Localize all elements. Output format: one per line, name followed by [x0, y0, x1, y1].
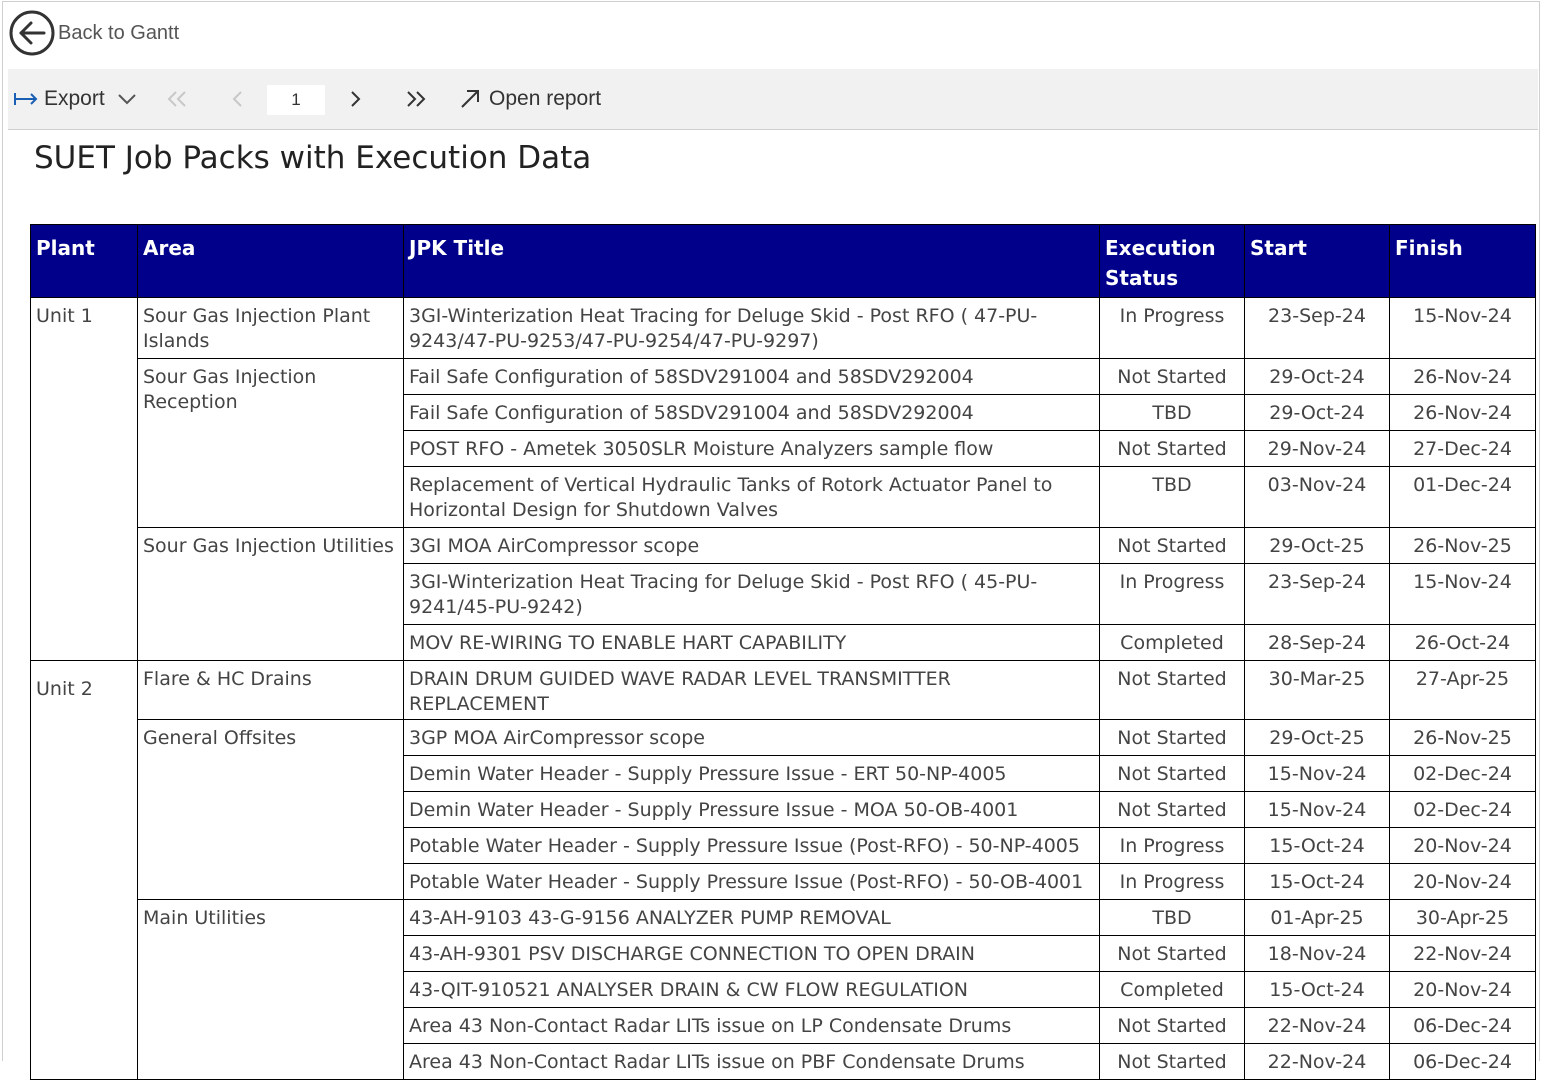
status-cell: Not Started — [1100, 431, 1245, 467]
status-cell: Completed — [1100, 972, 1245, 1008]
export-arrow-icon — [13, 89, 39, 109]
jpk-title-cell: Area 43 Non-Contact Radar LITs issue on PBF Condensate Drums — [404, 1044, 1100, 1080]
jpk-title-cell: Demin Water Header - Supply Pressure Issue - ERT 50-NP-4005 — [404, 756, 1100, 792]
finish-cell: 30-Apr-25 — [1390, 900, 1536, 936]
back-to-gantt-label: Back to Gantt — [58, 21, 180, 44]
jpk-title-cell: Demin Water Header - Supply Pressure Issue - MOA 50-OB-4001 — [404, 792, 1100, 828]
start-cell: 29-Oct-24 — [1245, 359, 1390, 395]
open-external-icon — [459, 88, 481, 110]
status-cell: Not Started — [1100, 528, 1245, 564]
start-cell: 23-Sep-24 — [1245, 298, 1390, 359]
status-cell: Not Started — [1100, 1044, 1245, 1080]
jpk-title-cell: 43-AH-9103 43-G-9156 ANALYZER PUMP REMOVAL — [404, 900, 1100, 936]
status-cell: Completed — [1100, 625, 1245, 661]
status-cell: TBD — [1100, 900, 1245, 936]
start-cell: 15-Oct-24 — [1245, 864, 1390, 900]
finish-cell: 27-Apr-25 — [1390, 661, 1536, 720]
jpk-title-cell: Potable Water Header - Supply Pressure Issue (Post-RFO) - 50-OB-4001 — [404, 864, 1100, 900]
jpk-title-cell: Replacement of Vertical Hydraulic Tanks of Rotork Actuator Panel to Horizontal Design for Shutdown Valves — [404, 467, 1100, 528]
jpk-title-cell: Fail Safe Configuration of 58SDV291004 and 58SDV292004 — [404, 359, 1100, 395]
finish-cell: 27-Dec-24 — [1390, 431, 1536, 467]
header-jpk-title: JPK Title — [404, 225, 1100, 298]
first-page-icon[interactable] — [165, 83, 189, 115]
jpk-title-cell: DRAIN DRUM GUIDED WAVE RADAR LEVEL TRANSMITTER REPLACEMENT — [404, 661, 1100, 720]
jpk-title-cell: 43-AH-9301 PSV DISCHARGE CONNECTION TO OPEN DRAIN — [404, 936, 1100, 972]
finish-cell: 26-Oct-24 — [1390, 625, 1536, 661]
jpk-title-cell: MOV RE-WIRING TO ENABLE HART CAPABILITY — [404, 625, 1100, 661]
report-toolbar — [8, 69, 1538, 130]
status-cell: TBD — [1100, 467, 1245, 528]
finish-cell: 15-Nov-24 — [1390, 298, 1536, 359]
finish-cell: 06-Dec-24 — [1390, 1008, 1536, 1044]
open-report-label: Open report — [489, 87, 602, 110]
start-cell: 18-Nov-24 — [1245, 936, 1390, 972]
start-cell: 29-Nov-24 — [1245, 431, 1390, 467]
chevron-down-icon[interactable] — [117, 92, 137, 106]
jpk-title-cell: POST RFO - Ametek 3050SLR Moisture Analyzers sample flow — [404, 431, 1100, 467]
start-cell: 23-Sep-24 — [1245, 564, 1390, 625]
back-to-gantt-button[interactable] — [8, 8, 179, 58]
start-cell: 22-Nov-24 — [1245, 1044, 1390, 1080]
header-finish: Finish — [1390, 225, 1536, 298]
status-cell: Not Started — [1100, 359, 1245, 395]
status-cell: Not Started — [1100, 936, 1245, 972]
area-cell: Sour Gas Injection Utilities — [138, 528, 404, 661]
plant-cell: Unit 2 — [31, 661, 138, 1080]
start-cell: 22-Nov-24 — [1245, 1008, 1390, 1044]
jpk-title-cell: Potable Water Header - Supply Pressure Issue (Post-RFO) - 50-NP-4005 — [404, 828, 1100, 864]
job-packs-table — [30, 224, 1536, 1080]
finish-cell: 20-Nov-24 — [1390, 828, 1536, 864]
status-cell: Not Started — [1100, 661, 1245, 720]
last-page-icon[interactable] — [404, 83, 428, 115]
start-cell: 30-Mar-25 — [1245, 661, 1390, 720]
start-cell: 15-Oct-24 — [1245, 972, 1390, 1008]
area-cell: General Offsites — [138, 720, 404, 900]
table-header-row — [31, 225, 1536, 298]
table-row — [31, 661, 1536, 720]
finish-cell: 06-Dec-24 — [1390, 1044, 1536, 1080]
start-cell: 29-Oct-24 — [1245, 395, 1390, 431]
start-cell: 28-Sep-24 — [1245, 625, 1390, 661]
finish-cell: 01-Dec-24 — [1390, 467, 1536, 528]
status-cell: Not Started — [1100, 756, 1245, 792]
start-cell: 15-Oct-24 — [1245, 828, 1390, 864]
table-row — [31, 298, 1536, 359]
finish-cell: 02-Dec-24 — [1390, 756, 1536, 792]
finish-cell: 26-Nov-25 — [1390, 720, 1536, 756]
jpk-title-cell: 3GI MOA AirCompressor scope — [404, 528, 1100, 564]
header-plant: Plant — [31, 225, 138, 298]
area-cell: Sour Gas Injection Reception — [138, 359, 404, 528]
jpk-title-cell: Area 43 Non-Contact Radar LITs issue on LP Condensate Drums — [404, 1008, 1100, 1044]
status-cell: Not Started — [1100, 792, 1245, 828]
status-cell: In Progress — [1100, 564, 1245, 625]
status-cell: Not Started — [1100, 720, 1245, 756]
area-cell: Main Utilities — [138, 900, 404, 1080]
start-cell: 15-Nov-24 — [1245, 756, 1390, 792]
status-cell: In Progress — [1100, 828, 1245, 864]
start-cell: 15-Nov-24 — [1245, 792, 1390, 828]
finish-cell: 22-Nov-24 — [1390, 936, 1536, 972]
header-area: Area — [138, 225, 404, 298]
finish-cell: 26-Nov-24 — [1390, 395, 1536, 431]
start-cell: 29-Oct-25 — [1245, 720, 1390, 756]
jpk-title-cell: Fail Safe Configuration of 58SDV291004 and 58SDV292004 — [404, 395, 1100, 431]
export-button[interactable] — [13, 83, 137, 115]
jpk-title-cell: 3GP MOA AirCompressor scope — [404, 720, 1100, 756]
status-cell: In Progress — [1100, 298, 1245, 359]
status-cell: In Progress — [1100, 864, 1245, 900]
finish-cell: 15-Nov-24 — [1390, 564, 1536, 625]
table-row — [31, 720, 1536, 756]
table-row — [31, 900, 1536, 936]
page-number-input[interactable] — [267, 85, 325, 115]
header-start: Start — [1245, 225, 1390, 298]
open-report-button[interactable] — [459, 83, 601, 115]
finish-cell: 02-Dec-24 — [1390, 792, 1536, 828]
start-cell: 03-Nov-24 — [1245, 467, 1390, 528]
finish-cell: 26-Nov-24 — [1390, 359, 1536, 395]
status-cell: Not Started — [1100, 1008, 1245, 1044]
jpk-title-cell: 3GI-Winterization Heat Tracing for Deluge Skid - Post RFO ( 47-PU-9243/47-PU-9253/47-PU-9254/47-PU-9297) — [404, 298, 1100, 359]
area-cell: Flare & HC Drains — [138, 661, 404, 720]
finish-cell: 26-Nov-25 — [1390, 528, 1536, 564]
table-row — [31, 359, 1536, 395]
back-arrow-icon — [8, 9, 56, 57]
jpk-title-cell: 3GI-Winterization Heat Tracing for Deluge Skid - Post RFO ( 45-PU-9241/45-PU-9242) — [404, 564, 1100, 625]
start-cell: 01-Apr-25 — [1245, 900, 1390, 936]
start-cell: 29-Oct-25 — [1245, 528, 1390, 564]
plant-cell: Unit 1 — [31, 298, 138, 661]
table-row — [31, 528, 1536, 564]
report-title: SUET Job Packs with Execution Data — [34, 140, 592, 176]
header-execution-status: Execution Status — [1100, 225, 1245, 298]
previous-page-icon[interactable] — [230, 83, 244, 115]
next-page-icon[interactable] — [348, 83, 362, 115]
finish-cell: 20-Nov-24 — [1390, 972, 1536, 1008]
export-label: Export — [44, 87, 105, 110]
area-cell: Sour Gas Injection Plant Islands — [138, 298, 404, 359]
status-cell: TBD — [1100, 395, 1245, 431]
finish-cell: 20-Nov-24 — [1390, 864, 1536, 900]
jpk-title-cell: 43-QIT-910521 ANALYSER DRAIN & CW FLOW REGULATION — [404, 972, 1100, 1008]
